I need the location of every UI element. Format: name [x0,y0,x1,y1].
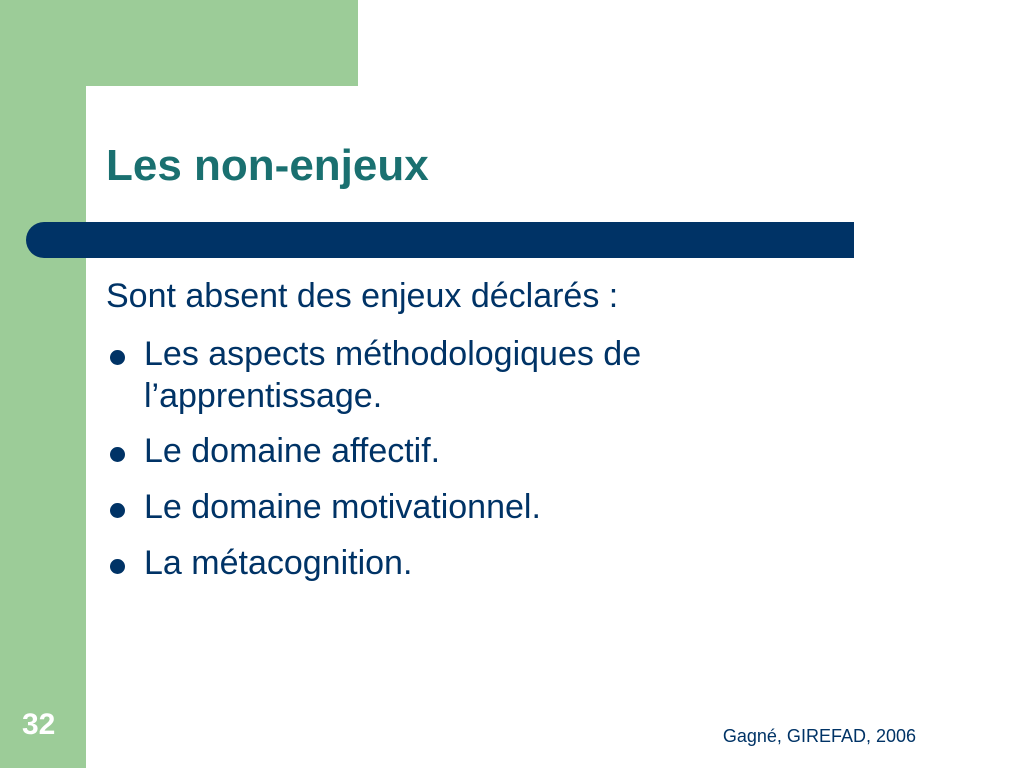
list-item-text: La métacognition. [144,544,413,583]
list-item [106,431,786,473]
list-item [106,334,786,418]
list-item-text: Le domaine affectif. [144,432,441,471]
footer-credit: Gagné, GIREFAD, 2006 [722,726,916,746]
list-item-text: Le domaine motivationnel. [144,488,541,527]
bullet-list [106,334,786,585]
list-item [106,487,786,529]
intro-text: Sont absent des enjeux déclarés : [106,277,619,315]
list-item-text: Les aspects méthodologiques de l’apprentissage. [144,334,642,415]
slide-title: Les non-enjeux [106,141,429,190]
top-green-band [0,0,358,86]
slide-body [106,276,786,599]
left-green-band [0,0,86,768]
title-divider-bar [26,222,854,258]
bullet-icon [110,447,125,462]
slide-number: 32 [22,708,56,741]
bullet-icon [110,503,125,518]
bullet-icon [110,559,125,574]
bullet-icon [110,350,125,365]
list-item [106,543,786,585]
